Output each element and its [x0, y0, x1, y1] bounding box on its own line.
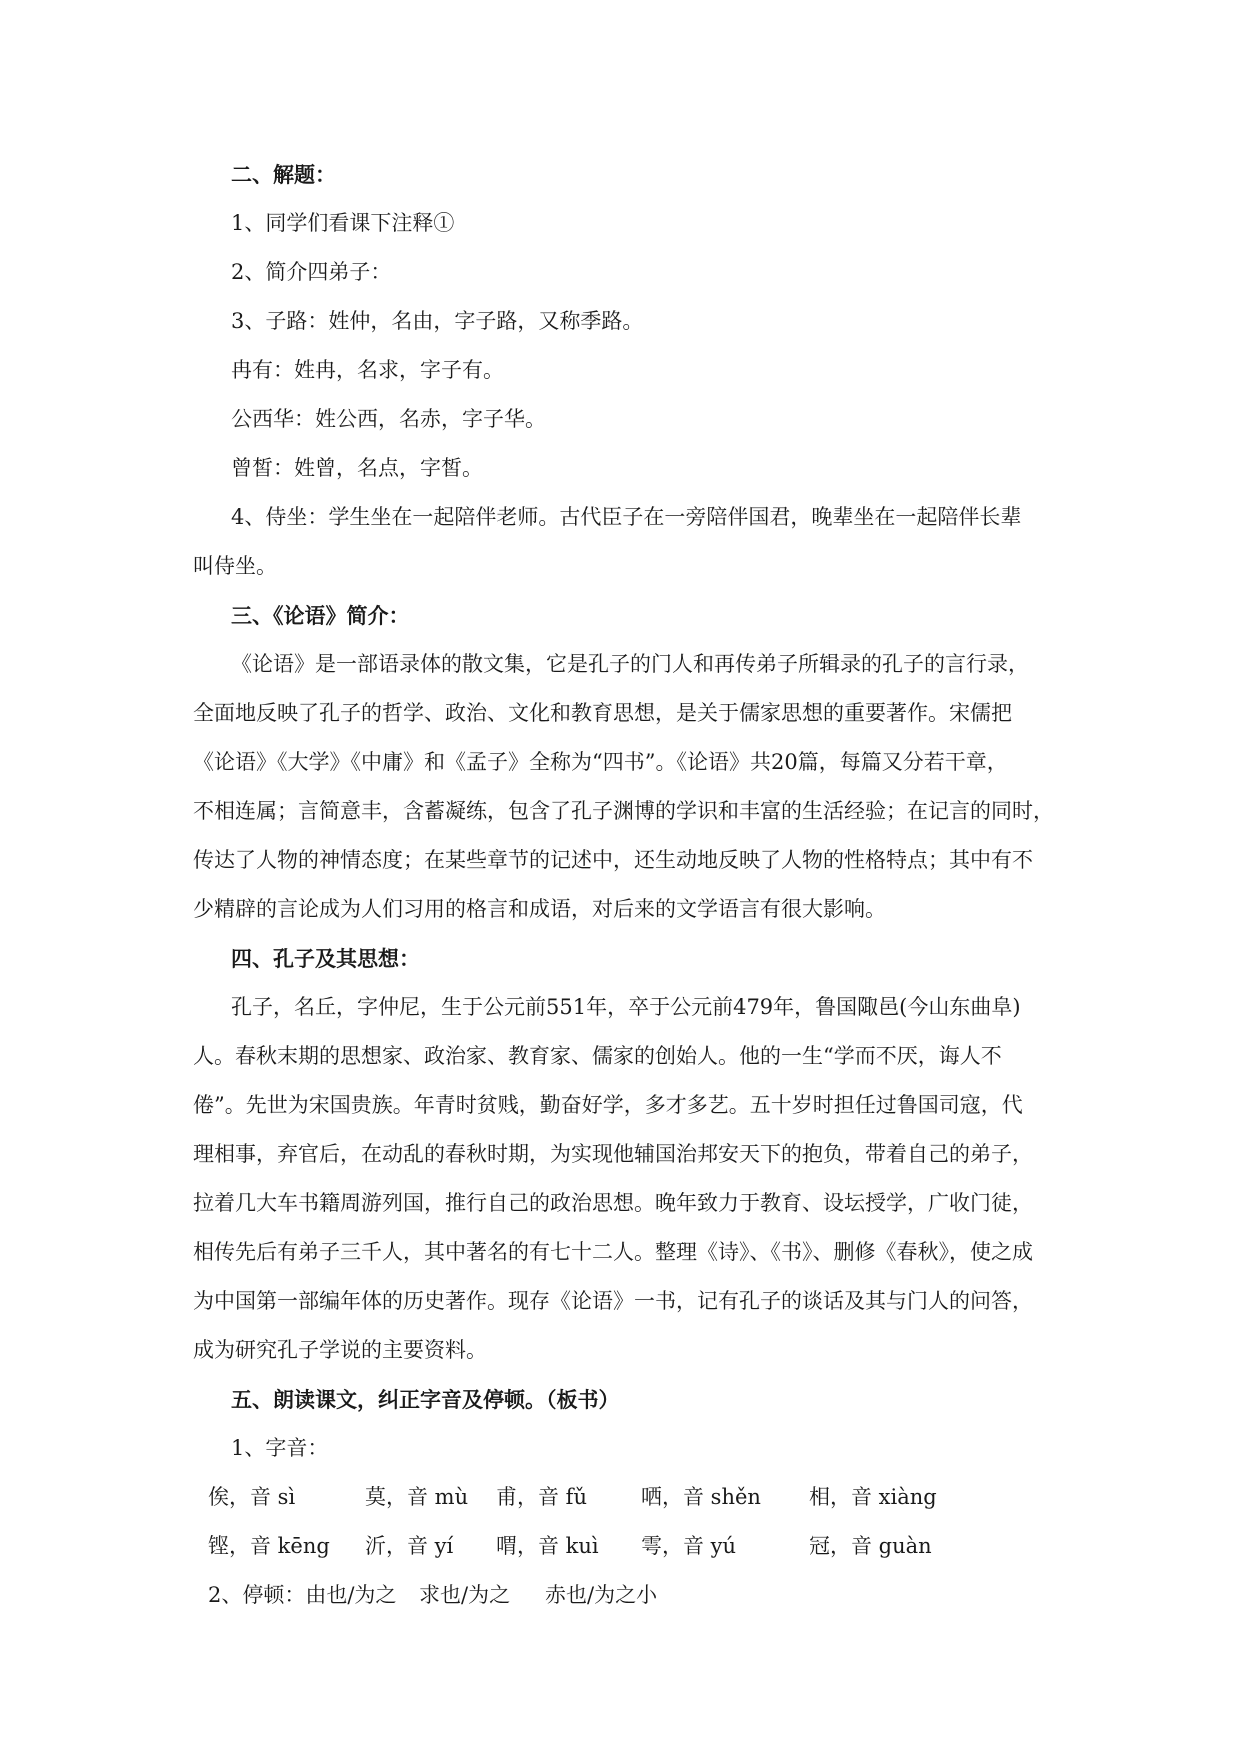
section-heading: 五、朗读课文，纠正字音及停顿。（板书） [231, 1387, 620, 1412]
pronunciation-item: 冠，音 guàn [809, 1534, 932, 1558]
paragraph-line: 全面地反映了孔子的哲学、政治、文化和教育思想，是关于儒家思想的重要著作。宋儒把 [193, 701, 1012, 725]
paragraph-line: 倦”。先世为宋国贵族。年青时贫贱，勤奋好学，多才多艺。五十岁时担任过鲁国司寇，代 [193, 1093, 1023, 1117]
paragraph-line: 人。春秋末期的思想家、政治家、教育家、儒家的创始人。他的一生“学而不厌，诲人不 [193, 1044, 1002, 1068]
pause-row [193, 1571, 1058, 1620]
paragraph-line: 相传先后有弟子三千人，其中著名的有七十二人。整理《诗》、《书》、删修《春秋》，使之成 [193, 1240, 1033, 1264]
pause-item: 求也/为之 [419, 1583, 511, 1607]
paragraph-line: 传达了人物的神情态度；在某些章节的记述中，还生动地反映了人物的性格特点；其中有不 [193, 848, 1033, 872]
pronunciation-row [193, 1473, 1058, 1522]
list-item: 曾皙：姓曾，名点，字皙。 [231, 456, 483, 480]
list-item: 1、同学们看课下注释① [231, 211, 455, 235]
section-heading: 四、孔子及其思想： [231, 946, 420, 971]
paragraph-line: 成为研究孔子学说的主要资料。 [193, 1338, 487, 1362]
pronunciation-item: 莫，音 mù [365, 1485, 469, 1509]
pause-item: 2、停顿：由也/为之 [208, 1583, 397, 1607]
pronunciation-item: 甫，音 fǔ [496, 1485, 587, 1509]
pronunciation-item: 俟，音 sì [208, 1485, 296, 1509]
list-item: 公西华：姓公西，名赤，字子华。 [231, 407, 546, 431]
section-heading: 三、《论语》简介： [231, 603, 410, 628]
paragraph-line: 拉着几大车书籍周游列国，推行自己的政治思想。晚年致力于教育、设坛授学，广收门徒， [193, 1191, 1033, 1215]
pronunciation-item: 相，音 xiàng [809, 1485, 937, 1509]
pronunciation-item: 沂，音 yí [365, 1534, 454, 1558]
paragraph-line: 理相事，弃官后，在动乱的春秋时期，为实现他辅国治邦安天下的抱负，带着自己的弟子， [193, 1142, 1033, 1166]
pronunciation-item: 哂，音 shěn [641, 1485, 761, 1509]
paragraph-line: 《论语》《大学》《中庸》和《孟子》全称为“四书”。《论语》共20篇，每篇又分若干章， [193, 750, 1008, 774]
section-heading: 二、解题： [231, 162, 336, 187]
paragraph-line: 4、侍坐：学生坐在一起陪伴老师。古代臣子在一旁陪伴国君，晚辈坐在一起陪伴长辈 [231, 505, 1022, 529]
list-item: 2、简介四弟子： [231, 260, 392, 284]
pause-item: 赤也/为之小 [545, 1583, 658, 1607]
pronunciation-item: 雩，音 yú [641, 1534, 737, 1558]
list-item: 冉有：姓冉，名求，字子有。 [231, 358, 504, 382]
pronunciation-row [193, 1522, 1058, 1571]
pronunciation-item: 喟，音 kuì [496, 1534, 599, 1558]
paragraph-line: 叫侍坐。 [193, 554, 277, 578]
pronunciation-label: 1、字音： [231, 1436, 329, 1460]
paragraph-line: 不相连属；言简意丰，含蓄凝练，包含了孔子渊博的学识和丰富的生活经验；在记言的同时， [193, 799, 1054, 823]
paragraph-line: 《论语》是一部语录体的散文集，它是孔子的门人和再传弟子所辑录的孔子的言行录， [231, 652, 1029, 676]
paragraph-line: 少精辟的言论成为人们习用的格言和成语，对后来的文学语言有很大影响。 [193, 897, 886, 921]
document-page [193, 150, 1058, 1620]
paragraph-line: 孔子，名丘，字仲尼，生于公元前551年，卒于公元前479年，鲁国陬邑(今山东曲阜) [231, 995, 1021, 1019]
list-item: 3、子路：姓仲，名由，字子路，又称季路。 [231, 309, 644, 333]
pronunciation-item: 铿，音 kēng [208, 1534, 330, 1558]
paragraph-line: 为中国第一部编年体的历史著作。现存《论语》一书，记有孔子的谈话及其与门人的问答， [193, 1289, 1033, 1313]
